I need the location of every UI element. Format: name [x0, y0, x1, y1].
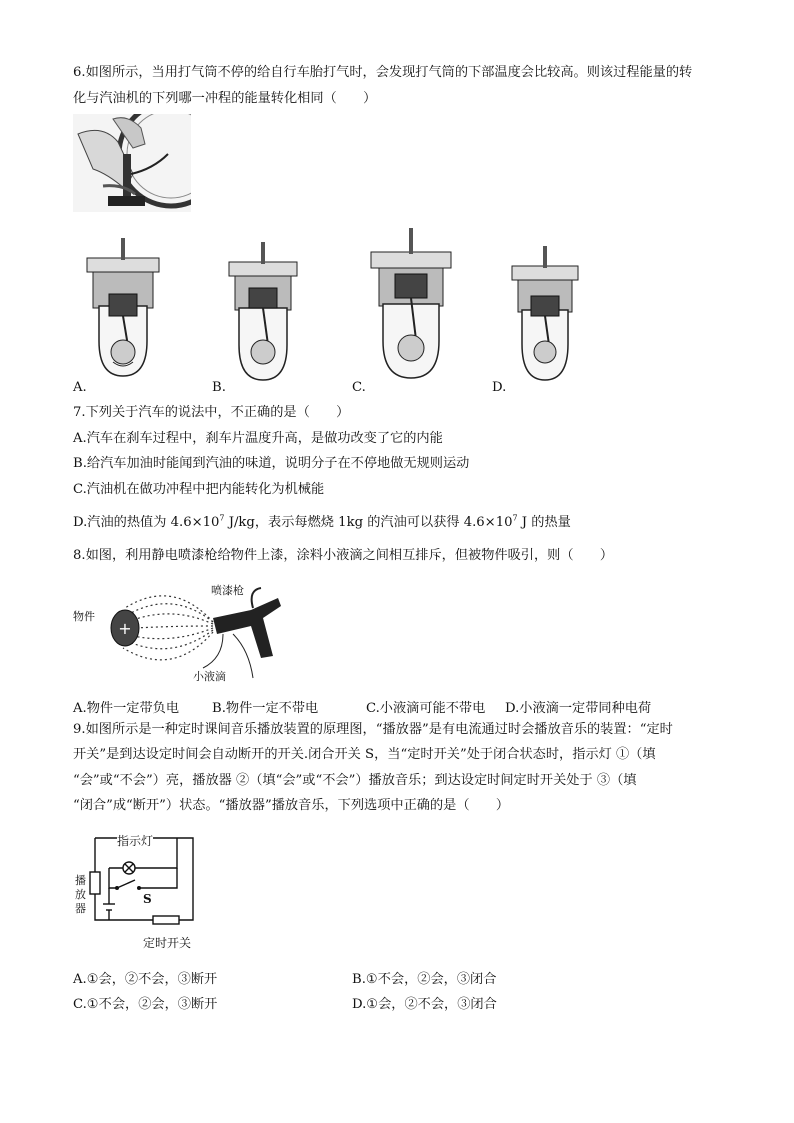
q6-option-b: B. [212, 380, 226, 395]
q6-option-c: C. [352, 380, 366, 395]
q8-option-b: B.物件一定不带电 [212, 701, 319, 716]
label-indicator-lamp: 指示灯 [117, 834, 154, 848]
label-timer-switch: 定时开关 [143, 936, 192, 950]
label-player: 播放器 [75, 874, 86, 915]
q6-stem-line2: 化与汽油机的下列哪一冲程的能量转化相同（ ） [73, 91, 377, 106]
q9-stem-line4: “闭合”成“断开”）状态。“播放器”播放音乐，下列选项中正确的是（ ） [73, 798, 510, 813]
q9-option-d: D.①会，②不会，③闭合 [352, 997, 497, 1012]
label-spray-gun: 喷漆枪 [211, 584, 244, 597]
label-switch-s: S [143, 892, 152, 906]
q9-option-c: C.①不会，②会，③断开 [73, 997, 218, 1012]
label-object: 物件 [73, 610, 95, 623]
q9-stem-line1: 9.如图所示是一种定时课间音乐播放装置的原理图，“播放器”是有电流通过时会播放音乐的装置：“定时 [73, 722, 673, 737]
spray-gun-figure [73, 578, 287, 686]
q8-stem: 8.如图，利用静电喷漆枪给物件上漆，涂料小液滴之间相互排斥，但被物件吸引，则（ ） [73, 548, 614, 563]
engine-diagram-b [227, 240, 299, 388]
q6-option-d: D. [492, 380, 507, 395]
q7-option-b: B.给汽车加油时能闻到汽油的味道，说明分子在不停地做无规则运动 [73, 456, 470, 471]
engine-diagram-c [369, 226, 453, 386]
circuit-diagram [73, 826, 203, 954]
q9-option-b: B.①不会，②会，③闭合 [352, 972, 497, 987]
engine-diagram-d [510, 244, 580, 386]
q7-option-c: C.汽油机在做功冲程中把内能转化为机械能 [73, 482, 325, 497]
q7-option-d: D.汽油的热值为 $4.6\times 10^7$ J/kg，表示每燃烧 1kg 的汽油可以获得 $4.6\times 10^7$ J 的热量 [73, 513, 571, 530]
q6-option-a: A. [73, 380, 87, 395]
label-droplet: 小液滴 [193, 670, 226, 683]
q7-option-a: A.汽车在刹车过程中，刹车片温度升高，是做功改变了它的内能 [73, 431, 443, 446]
q7-stem: 7.下列关于汽车的说法中，不正确的是（ ） [73, 405, 350, 420]
q8-option-c: C.小液滴可能不带电 [366, 701, 486, 716]
q9-stem-line2: 开关”是到达设定时间会自动断开的开关.闭合开关 S，当“定时开关”处于闭合状态时，指示灯 ①（填 [73, 747, 656, 762]
q8-option-a: A.物件一定带负电 [73, 701, 180, 716]
bicycle-pump-photo [73, 114, 191, 212]
engine-diagram-a [85, 236, 163, 386]
q9-option-a: A.①会，②不会，③断开 [73, 972, 218, 987]
q8-option-d: D.小液滴一定带同种电荷 [505, 701, 652, 716]
svg-text:+: + [118, 619, 132, 638]
q6-stem-line1: 6.如图所示，当用打气筒不停的给自行车胎打气时，会发现打气筒的下部温度会比较高。则该过程能量的转 [73, 65, 693, 80]
q9-stem-line3: “会”或“不会”）亮，播放器 ②（填“会”或“不会”）播放音乐；到达设定时间定时开关处于 ③（填 [73, 773, 637, 788]
